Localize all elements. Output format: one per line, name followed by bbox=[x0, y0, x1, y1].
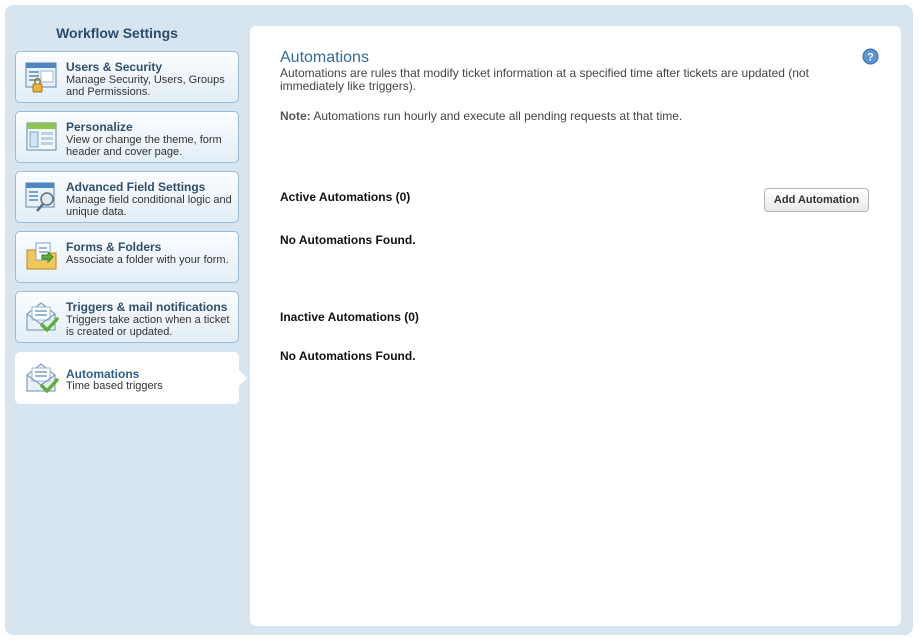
help-icon[interactable] bbox=[862, 48, 879, 65]
page-title: Automations bbox=[280, 49, 369, 66]
sidebar-item-title: Automations bbox=[66, 367, 140, 381]
add-automation-button[interactable]: Add Automation bbox=[764, 188, 869, 212]
users-security-icon bbox=[25, 60, 59, 94]
note-label: Note: bbox=[280, 109, 311, 123]
sidebar-item-personalize[interactable] bbox=[15, 111, 239, 163]
sidebar-item-advanced-field-settings[interactable] bbox=[15, 171, 239, 223]
forms-folders-icon bbox=[25, 240, 59, 274]
sidebar-item-forms-folders[interactable] bbox=[15, 231, 239, 283]
main-panel bbox=[250, 26, 901, 626]
sidebar-item-triggers[interactable] bbox=[15, 291, 239, 343]
inactive-empty-text: No Automations Found. bbox=[280, 349, 416, 363]
page-description: Automations are rules that modify ticket information at a specified time after tickets are updated (not immediately like triggers). bbox=[280, 66, 809, 93]
active-empty-text: No Automations Found. bbox=[280, 233, 416, 247]
sidebar-item-title: Personalize bbox=[66, 120, 133, 134]
sidebar-item-desc: Associate a folder with your form. bbox=[66, 254, 229, 266]
sidebar-item-title: Advanced Field Settings bbox=[66, 180, 206, 194]
sidebar-item-title: Users & Security bbox=[66, 60, 163, 74]
sidebar-item-desc: View or change the theme, form header and cover page. bbox=[66, 134, 222, 158]
inactive-automations-label: Inactive Automations (0) bbox=[280, 310, 419, 324]
personalize-icon bbox=[25, 120, 59, 154]
mail-check-icon bbox=[25, 300, 59, 334]
advanced-field-icon bbox=[25, 180, 59, 214]
sidebar-item-users-security[interactable] bbox=[15, 51, 239, 103]
note-body: Automations run hourly and execute all pending requests at that time. bbox=[310, 109, 683, 123]
sidebar-item-desc: Manage field conditional logic and unique data. bbox=[66, 194, 232, 218]
svg-text:?: ? bbox=[867, 51, 874, 64]
sidebar-item-desc: Triggers take action when a ticket is created or updated. bbox=[66, 314, 230, 338]
sidebar-item-desc: Manage Security, Users, Groups and Permissions. bbox=[66, 74, 225, 98]
sidebar-title: Workflow Settings bbox=[56, 25, 178, 41]
active-automations-label: Active Automations (0) bbox=[280, 190, 411, 204]
mail-check-icon bbox=[25, 361, 59, 395]
sidebar-item-title: Forms & Folders bbox=[66, 240, 162, 254]
sidebar-item-desc: Time based triggers bbox=[66, 380, 163, 392]
sidebar-item-title: Triggers & mail notifications bbox=[66, 300, 228, 314]
note-text bbox=[280, 109, 682, 123]
sidebar-item-automations[interactable] bbox=[15, 352, 239, 404]
